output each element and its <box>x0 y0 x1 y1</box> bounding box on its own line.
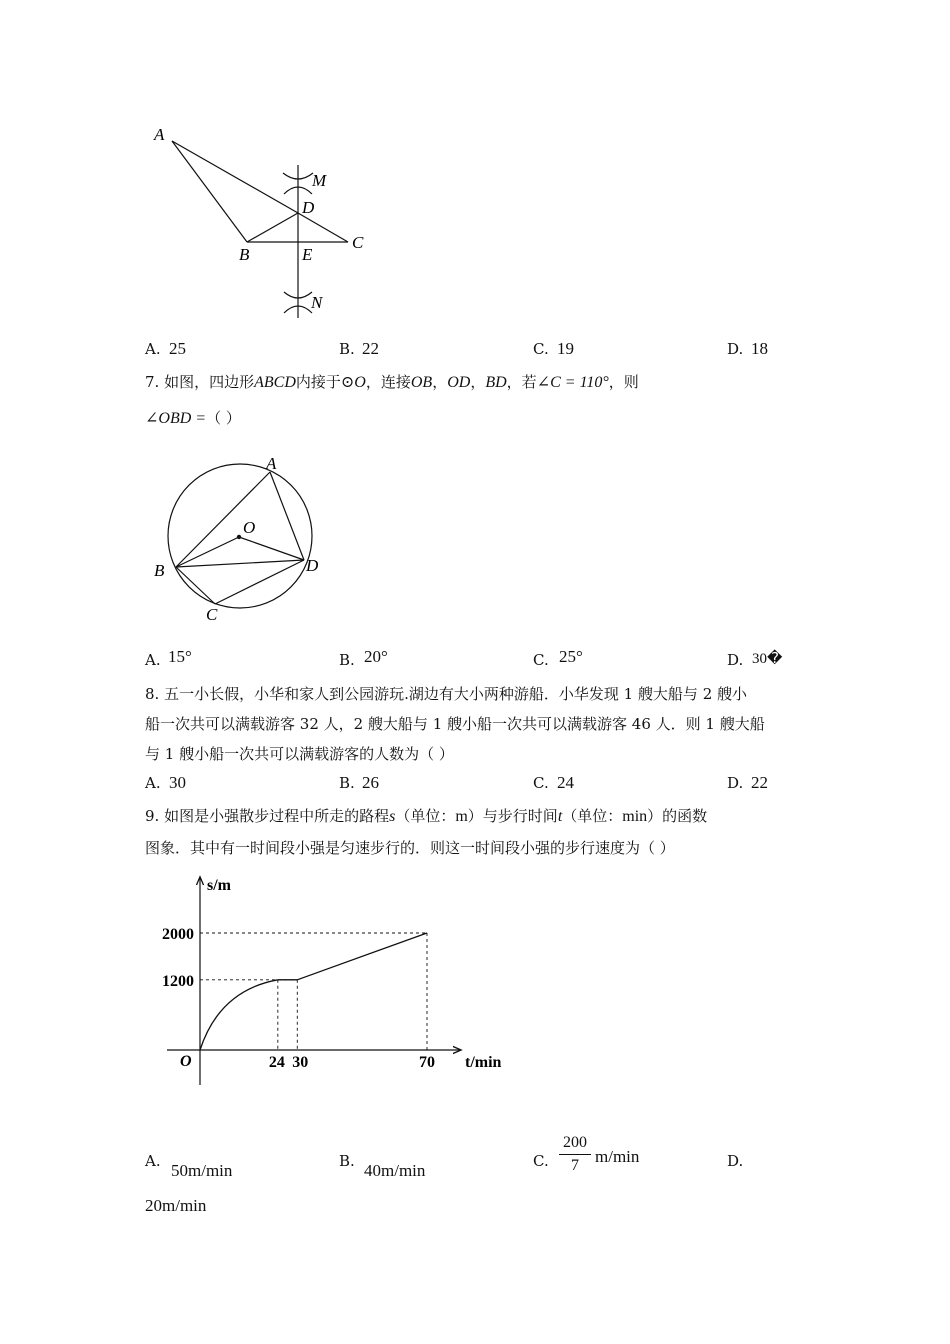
q9-option-c-unit: m/min <box>595 1147 640 1166</box>
q9-text-3: ）与步行时间 <box>467 807 558 825</box>
q8-option-d-value: 22 <box>751 773 768 792</box>
q6-option-b-letter: B. <box>339 340 355 358</box>
q7-text-5: ， <box>470 373 486 391</box>
fraction-bar <box>559 1154 591 1155</box>
segment-ob <box>176 537 239 567</box>
q9-option-c-letter: C. <box>533 1152 549 1170</box>
q7-math-angle-obd: ∠OBD = <box>145 410 207 427</box>
q7-option-c-letter: C. <box>533 651 549 669</box>
label-d: D <box>302 198 315 217</box>
q8-line-2: 船一次共可以满载游客 32 人，2 艘大船与 1 艘小船一次共可以满载游客 46 人．则 1 艘大船 <box>145 715 765 733</box>
q7-math-od: OD <box>447 374 471 391</box>
label-m: M <box>312 171 327 190</box>
x-tick-label-24: 24 <box>268 1054 285 1071</box>
q9-math-t: t <box>557 808 563 825</box>
segment-od <box>239 537 304 560</box>
q7-option-d-letter: D. <box>727 651 744 669</box>
q7-text-6: ，若 <box>506 373 537 391</box>
y-tick-label-1200: 1200 <box>162 972 194 990</box>
segment-ab <box>172 141 247 242</box>
label-c-q7: C <box>206 605 218 624</box>
q8-option-a-letter: A. <box>145 774 161 792</box>
q7-math-angle-c: ∠C = 110° <box>536 374 609 391</box>
q9-unit-m: m <box>455 808 468 825</box>
q9-text-1: 9. 如图是小强散步过程中所走的路程 <box>145 807 390 825</box>
q8-option-c-letter: C. <box>533 774 549 792</box>
q7-answer-parens: （ ） <box>206 409 241 427</box>
q7-option-c-value: 25° <box>559 647 583 666</box>
q8-option-b-letter: B. <box>339 774 355 792</box>
q7-text-3: ，连接 <box>365 373 411 391</box>
series-segment-linear <box>297 933 427 980</box>
q7-text-1: 7. 如图，四边形 <box>145 373 255 391</box>
label-n: N <box>311 293 323 312</box>
segment-ab-q7 <box>176 472 270 567</box>
q7-math-abcd: ABCD <box>254 374 296 391</box>
q7-text-2: 内接于 <box>295 373 341 391</box>
q9-unit-min: min <box>622 808 648 825</box>
fraction-denominator: 7 <box>571 1157 579 1174</box>
q7-math-bd: BD <box>485 374 507 391</box>
segment-bd-q7 <box>176 560 304 567</box>
q6-option-d-value: 18 <box>751 339 768 358</box>
q7-option-b-value: 20° <box>364 647 388 666</box>
q9-option-d-letter: D. <box>727 1152 744 1170</box>
q9-text-2: （单位： <box>395 807 456 825</box>
origin-label: O <box>180 1053 192 1070</box>
q7-line-2 <box>145 408 241 429</box>
series-segment-curve <box>200 980 278 1050</box>
y-tick-label-2000: 2000 <box>162 926 194 943</box>
y-axis-label: s/m <box>207 877 231 894</box>
q8-line-1: 8. 五一小长假，小华和家人到公园游玩.湖边有大小两种游船．小华发现 1 艘大船与 2 艘小 <box>145 685 748 703</box>
segment-cd-q7 <box>215 560 304 604</box>
label-d-q7: D <box>306 556 319 575</box>
label-a-q7: A <box>266 454 277 473</box>
fraction-numerator: 200 <box>563 1134 587 1151</box>
q9-option-b-letter: B. <box>339 1152 355 1170</box>
q9-text-4: （单位： <box>562 807 623 825</box>
x-tick-label-70: 70 <box>419 1054 435 1071</box>
q9-text-5: ）的函数 <box>647 807 708 825</box>
label-b-q7: B <box>154 561 165 580</box>
x-tick-label-30: 30 <box>292 1054 309 1071</box>
q6-option-c-letter: C. <box>533 340 549 358</box>
label-e: E <box>302 245 313 264</box>
q6-option-a-letter: A. <box>145 340 161 358</box>
figure-q7-circle <box>145 448 335 628</box>
q7-math-ob: OB <box>410 374 433 391</box>
q9-option-a-letter: A. <box>145 1152 161 1170</box>
q9-distance-time-graph <box>150 868 520 1093</box>
segment-ad-q7 <box>270 472 304 560</box>
label-c: C <box>352 233 364 252</box>
q6-option-c-value: 19 <box>557 339 574 358</box>
q9-option-c-fraction <box>557 1133 593 1176</box>
q7-option-a-letter: A. <box>145 651 161 669</box>
center-point-o <box>237 535 241 539</box>
q9-option-b-value: 40m/min <box>364 1161 426 1180</box>
q7-option-a-value: 15° <box>168 647 192 666</box>
x-axis-label: t/min <box>465 1054 502 1071</box>
q8-line-3: 与 1 艘小船一次共可以满载游客的人数为（ ） <box>145 745 454 763</box>
q9-line-1 <box>145 806 707 827</box>
q8-option-d-letter: D. <box>727 774 744 792</box>
q7-text-7: ，则 <box>608 373 639 391</box>
segment-bd <box>247 213 298 242</box>
segment-bc-q7 <box>176 567 215 604</box>
q9-line-2: 图象．其中有一时间段小强是匀速步行的．则这一时间段小强的步行速度为（ ） <box>145 839 675 857</box>
q6-option-a-value: 25 <box>169 339 186 358</box>
q8-option-b-value: 26 <box>362 773 379 792</box>
q7-line-1 <box>145 372 639 393</box>
label-b: B <box>239 245 250 264</box>
segment-dc <box>298 213 348 242</box>
q8-option-c-value: 24 <box>557 773 574 792</box>
q7-option-d-value: 30� <box>752 651 783 667</box>
q8-option-a-value: 30 <box>169 773 186 792</box>
segment-ad <box>172 141 298 213</box>
label-o-q7: O <box>243 518 256 537</box>
q7-math-circle-o: ⊙O <box>340 374 366 391</box>
q9-math-s: s <box>389 808 396 825</box>
figure-q6-triangle <box>140 120 380 330</box>
q9-option-d-value: 20m/min <box>145 1196 207 1215</box>
q9-option-a-value: 50m/min <box>171 1161 233 1180</box>
label-a: A <box>154 125 165 144</box>
q7-option-b-letter: B. <box>339 651 355 669</box>
q6-option-b-value: 22 <box>362 339 379 358</box>
q7-text-4: ， <box>432 373 448 391</box>
q6-option-d-letter: D. <box>727 340 744 358</box>
